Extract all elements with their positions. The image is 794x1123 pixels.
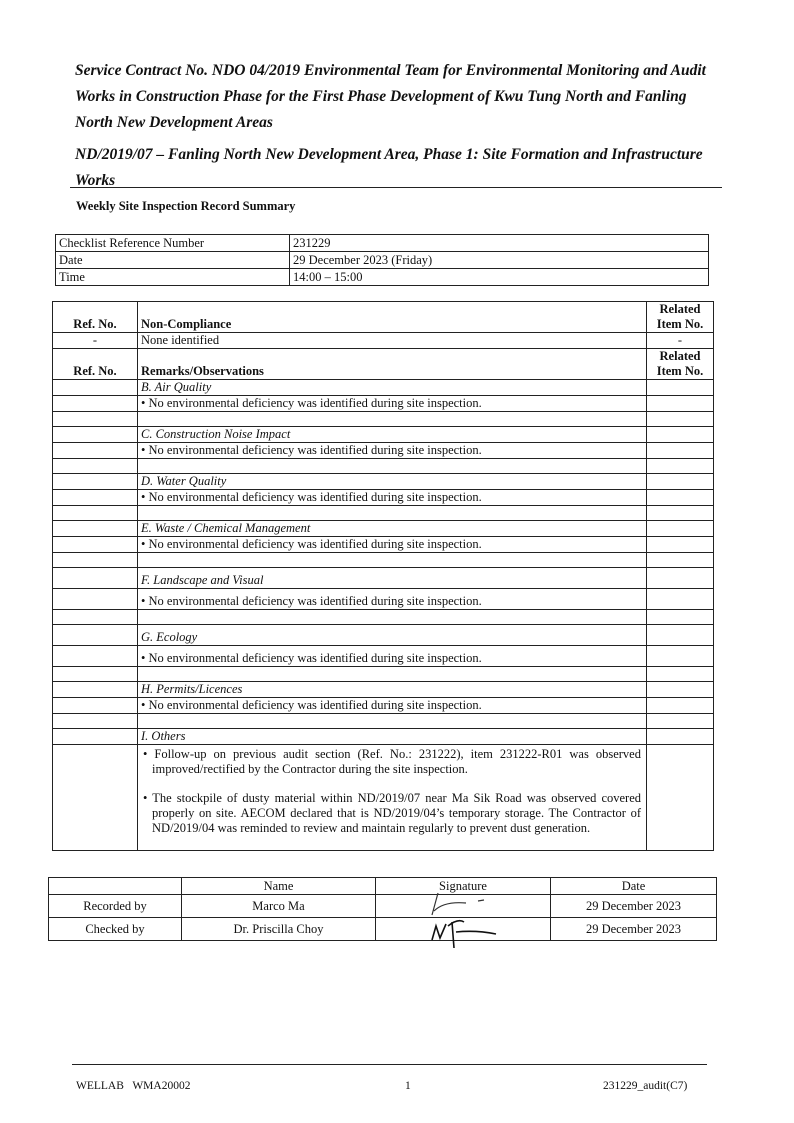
info-label: Checklist Reference Number — [56, 235, 290, 252]
category-row — [53, 568, 714, 589]
remark-row — [53, 698, 714, 714]
remark-row — [53, 396, 714, 412]
category-row — [53, 682, 714, 698]
page-number: 1 — [405, 1080, 411, 1092]
category-title: G. Ecology — [138, 625, 647, 646]
category-row — [53, 729, 714, 745]
footer-divider — [72, 1064, 707, 1065]
signoff-table — [48, 877, 717, 941]
category-title: D. Water Quality — [138, 474, 647, 490]
info-label: Time — [56, 269, 290, 286]
section-title: Weekly Site Inspection Record Summary — [76, 199, 296, 213]
remark-item: • The stockpile of dusty material within ND/2019/07 near Ma Sik Road was observed covered properly on site. AECOM declared that is ND/2019/04’s temporary storage. The Contractor of ND/2019/04 was reminded to review and maintain regularly to prevent dust generation. — [143, 791, 641, 836]
remark-row — [53, 646, 714, 667]
category-title: C. Construction Noise Impact — [138, 427, 647, 443]
contract-title: Service Contract No. NDO 04/2019 Environmental Team for Environmental Monitoring and Audit Works in Construction Phase for the First Phase Development of Kwu Tung North and Fanling North New Development Areas — [75, 62, 706, 131]
remark-item: • No environmental deficiency was identified during site inspection. — [138, 443, 647, 459]
remark-row — [53, 745, 714, 851]
related-item-cell: - — [647, 333, 714, 349]
category-title: I. Others — [138, 729, 647, 745]
project-title: ND/2019/07 – Fanling North New Development Area, Phase 1: Site Formation and Infrastructure Works — [75, 146, 703, 189]
remark-row — [53, 537, 714, 553]
category-row — [53, 427, 714, 443]
category-row — [53, 521, 714, 537]
signoff-row — [49, 895, 717, 918]
checklist-ref-value: 231229 — [290, 235, 709, 252]
remark-item: • No environmental deficiency was identified during site inspection. — [138, 698, 647, 714]
spacer-row — [53, 506, 714, 521]
category-title: E. Waste / Chemical Management — [138, 521, 647, 537]
category-title: H. Permits/Licences — [138, 682, 647, 698]
info-label: Date — [56, 252, 290, 269]
col-header-ref: Ref. No. — [53, 349, 138, 380]
document-header — [75, 58, 725, 194]
signature-cell — [376, 918, 551, 941]
col-header-date: Date — [551, 878, 717, 895]
col-header-name: Name — [182, 878, 376, 895]
col-header-related-item: Related Item No. — [647, 349, 714, 380]
info-row — [56, 269, 709, 286]
remark-row — [53, 589, 714, 610]
table-row — [53, 333, 714, 349]
spacer-row — [53, 412, 714, 427]
col-header-remarks: Remarks/Observations — [138, 349, 647, 380]
signature-icon — [426, 912, 516, 952]
col-header-role — [49, 878, 182, 895]
info-row — [56, 252, 709, 269]
category-title: B. Air Quality — [138, 380, 647, 396]
date-cell: 29 December 2023 — [551, 895, 717, 918]
role-cell: Recorded by — [49, 895, 182, 918]
info-row — [56, 235, 709, 252]
date-value: 29 December 2023 (Friday) — [290, 252, 709, 269]
remark-item: • No environmental deficiency was identified during site inspection. — [138, 589, 647, 610]
col-header-signature: Signature — [376, 878, 551, 895]
category-row — [53, 380, 714, 396]
col-header-noncompliance: Non-Compliance — [138, 302, 647, 333]
col-header-ref: Ref. No. — [53, 302, 138, 333]
remark-item: • No environmental deficiency was identified during site inspection. — [138, 396, 647, 412]
category-row — [53, 474, 714, 490]
remarks-header-row — [53, 349, 714, 380]
remark-row — [53, 490, 714, 506]
remark-row — [53, 443, 714, 459]
remark-item: • Follow-up on previous audit section (Ref. No.: 231222), item 231222-R01 was observed improved/rectified by the Contractor during the site inspection. — [143, 747, 641, 777]
footer-right: 231229_audit(C7) — [603, 1080, 688, 1092]
info-table — [55, 234, 709, 286]
role-cell: Checked by — [49, 918, 182, 941]
footer-left: WELLAB WMA20002 — [76, 1080, 191, 1092]
date-cell: 29 December 2023 — [551, 918, 717, 941]
signoff-header-row — [49, 878, 717, 895]
spacer-row — [53, 610, 714, 625]
ref-cell: - — [53, 333, 138, 349]
time-value: 14:00 – 15:00 — [290, 269, 709, 286]
category-row — [53, 625, 714, 646]
spacer-row — [53, 714, 714, 729]
header-divider — [70, 187, 722, 188]
name-cell: Dr. Priscilla Choy — [182, 918, 376, 941]
spacer-row — [53, 553, 714, 568]
remark-item: • No environmental deficiency was identified during site inspection. — [138, 490, 647, 506]
others-remarks-cell — [138, 745, 647, 851]
inspection-table — [52, 301, 714, 851]
spacer-row — [53, 667, 714, 682]
signoff-row — [49, 918, 717, 941]
remark-item: • No environmental deficiency was identified during site inspection. — [138, 537, 647, 553]
col-header-related-item: Related Item No. — [647, 302, 714, 333]
name-cell: Marco Ma — [182, 895, 376, 918]
noncompliance-header-row — [53, 302, 714, 333]
noncompliance-cell: None identified — [138, 333, 647, 349]
remark-item: • No environmental deficiency was identified during site inspection. — [138, 646, 647, 667]
category-title: F. Landscape and Visual — [138, 568, 647, 589]
spacer-row — [53, 459, 714, 474]
